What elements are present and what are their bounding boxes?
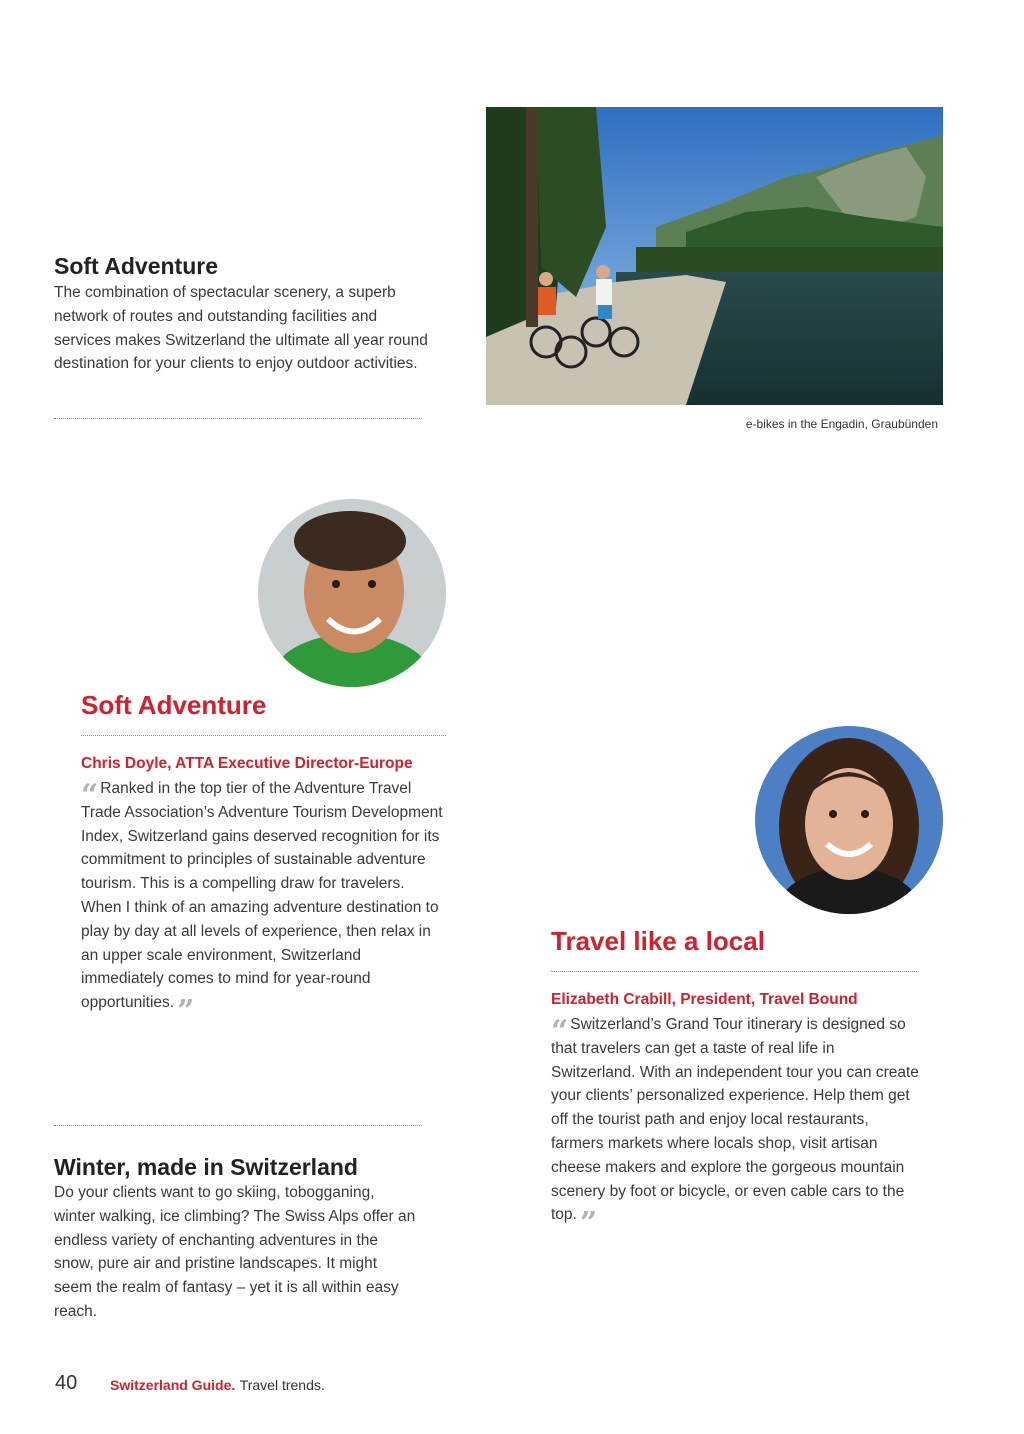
quote-title-travel-local: Travel like a local bbox=[551, 926, 765, 956]
section-divider bbox=[54, 418, 420, 419]
open-quote-icon: “ bbox=[551, 1014, 569, 1049]
quote-author-elizabeth-crabill: Elizabeth Crabill, President, Travel Bound bbox=[551, 991, 858, 1008]
page-number: 40 bbox=[55, 1372, 78, 1394]
quote-text-soft: Ranked in the top tier of the Adventure Travel Trade Association’s Adventure Tourism Development Index, Switzerland gains deserved recognition for its commitment to principles of sustainable adventure tourism. This is a compelling draw for travelers. When I think of an amazing adventure destination to play by day at all levels of experience, then relax in an upper scale environment, Switzerland immediately comes to mind for year-round opportunities. bbox=[81, 780, 443, 1012]
quote-author-chris-doyle: Chris Doyle, ATTA Executive Director-Europe bbox=[81, 755, 413, 772]
quote-body-local bbox=[551, 1013, 921, 1242]
open-quote-icon: “ bbox=[81, 778, 99, 813]
photo-caption: e-bikes in the Engadin, Graubünden bbox=[745, 417, 938, 431]
quote-title-soft-adventure: Soft Adventure bbox=[81, 690, 267, 720]
quote-divider-soft bbox=[81, 735, 446, 736]
section-title-winter: Winter, made in Switzerland bbox=[54, 1154, 358, 1180]
footer-brand: Switzerland Guide. bbox=[110, 1377, 236, 1393]
section-body-soft-adventure: The combination of spectacular scenery, a superb network of routes and outstanding facilities and services makes Switzerland the ultimate all year round destination for your clients to enjoy outdoor activities. bbox=[54, 284, 428, 373]
ebike-lake-photo bbox=[486, 107, 943, 405]
winter-divider bbox=[54, 1125, 420, 1126]
quote-body-soft bbox=[81, 777, 443, 1030]
portrait-elizabeth-crabill bbox=[755, 726, 943, 914]
quote-text-local: Switzerland’s Grand Tour itinerary is designed so that travelers can get a taste of real life in Switzerland. With an independent tour you can create your clients’ personalized experience. Help them get off the tourist path and enjoy local restaurants, farmers markets where locals shop, visit artisan cheese makers and explore the gorgeous mountain scenery by foot or bicycle, or even cable cars to the top. bbox=[551, 1016, 919, 1224]
close-quote-icon: ” bbox=[579, 1206, 598, 1242]
section-body-winter: Do your clients want to go skiing, tobogganing, winter walking, ice climbing? The Swiss Alps offer an endless variety of enchanting adventures in the snow, pure air and pristine landscapes. It might seem the realm of fantasy – yet it is all within easy reach. bbox=[54, 1184, 416, 1320]
portrait-chris-doyle bbox=[258, 499, 446, 687]
close-quote-icon: ” bbox=[177, 994, 195, 1030]
quote-divider-local bbox=[551, 971, 917, 972]
footer-subtitle: Travel trends. bbox=[239, 1377, 325, 1393]
section-title-soft-adventure: Soft Adventure bbox=[54, 253, 218, 279]
footer-branding bbox=[110, 1377, 325, 1395]
